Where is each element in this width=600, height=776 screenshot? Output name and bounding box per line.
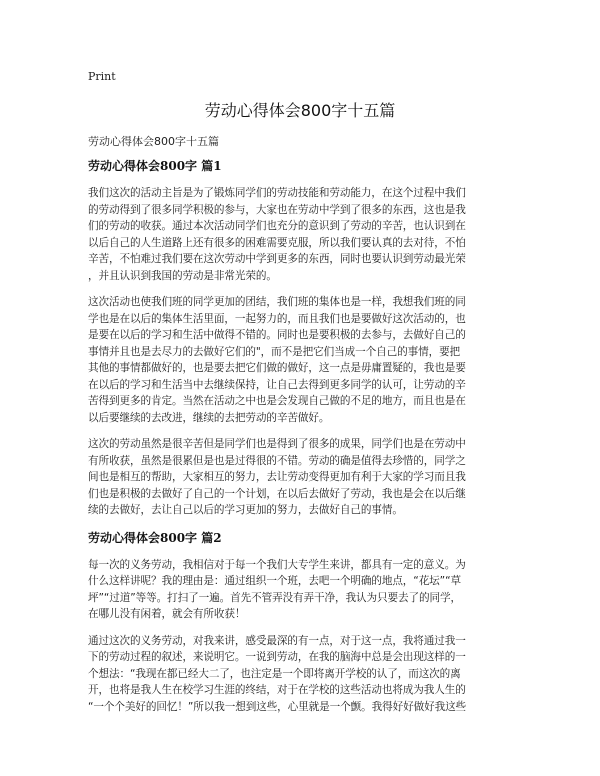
- section-heading: 劳动心得体会800字 篇2: [88, 530, 222, 545]
- paragraph-line: 以后自己的人生道路上还有很多的困难需要克服，所以我们要认真的去对待，不怕: [88, 236, 466, 249]
- paragraph: [88, 557, 516, 623]
- paragraph-line: 在哪儿没有闲着，就会有所收获！: [88, 608, 246, 620]
- paragraph-line: 我们这次的活动主旨是为了锻炼同学们的劳动技能和劳动能力，在这个过程中我们: [88, 187, 466, 199]
- paragraph-line: 辛苦，不怕难过我们要在这次劳动中学到更多的东西，同时也要认识到劳动最光荣: [88, 253, 466, 265]
- paragraph-line: 事情并且也是去尽力的去做好它们的"，而不是把它们当成一个自己的事情，要把: [88, 345, 461, 358]
- paragraph-line: 坪”“过道”等等。打扫了一遍。首先不管弄没有弄干净，我认为只要去了的同学，: [88, 591, 461, 604]
- paragraph-line: 个想法：“我现在都已经大二了，也注定是一个即将离开学校的认了，而这次的离: [88, 667, 461, 680]
- paragraph-line: 这次活动也使我们班的同学更加的团结，我们班的集体也是一样，我想我们班的同: [88, 296, 466, 308]
- paragraph-line: 什么这样讲呢？我的理由是：通过组织一个班，去吧一个明确的地点，“花坛”“草: [88, 575, 461, 587]
- paragraph-line: 开，也将是我人生在校学习生涯的终结，对于在学校的这些活动也将成为我人生的: [88, 684, 466, 696]
- paragraph: [88, 633, 516, 716]
- paragraph-line: 苦得到更多的肯定。当然在活动之中也是会发现自己做的不足的地方，而且也是在: [88, 395, 466, 407]
- paragraph-line: 续的去做好，去让自己以后的学习更加的努力，去做好自己的事情。: [88, 504, 403, 516]
- paragraph-line: “一个个美好的回忆！”所以我一想到这些，心里就是一个颤。我得好好做好我这些: [88, 700, 467, 713]
- paragraph-line: 每一次的义务劳动，我相信对于每一个我们大专学生来讲，都具有一定的意义。为: [88, 558, 466, 571]
- page-title: 劳动心得体会800字十五篇: [204, 101, 396, 120]
- page-subtitle: 劳动心得体会800字十五篇: [88, 135, 219, 148]
- paragraph-line: 的劳动得到了很多同学积极的参与，大家也在劳动中学到了很多的东西，这也是我: [88, 203, 466, 216]
- paragraph: [88, 294, 516, 426]
- paragraph-line: 以后要继续的去改进，继续的去把劳动的辛苦做好。: [88, 411, 330, 424]
- paragraph-line: ，并且认识到我国的劳动是非常光荣的。: [88, 269, 277, 282]
- paragraph-line: 在以后的学习和生活当中去继续保持，让自己去得到更多同学的认可，让劳动的辛: [88, 378, 466, 391]
- paragraph-line: 们也是积极的去做好了自己的一个计划，在以后去做好了劳动，我也是会在以后继: [88, 487, 466, 500]
- paragraph-line: 其他的事情都做好的，也是要去把它们做的做好，这一点是毋庸置疑的，我也是要: [88, 362, 466, 374]
- article-body: [88, 157, 516, 725]
- section-heading: 劳动心得体会800字 篇1: [88, 159, 222, 173]
- paragraph: [88, 185, 516, 284]
- paragraph-line: 有所收获，虽然是很累但是也是过得很的不错。劳动的确是值得去珍惜的，同学之: [88, 454, 466, 467]
- print-label: Print: [88, 70, 116, 83]
- paragraph-line: 下的劳动过程的叙述，来说明它。一说到劳动，在我的脑海中总是会出现这样的一: [88, 651, 466, 663]
- paragraph-line: 这次的劳动虽然是很辛苦但是同学们也是得到了很多的成果，同学们也是在劳动中: [88, 438, 466, 450]
- paragraph-line: 学也是在以后的集体生活里面，一起努力的，而且我们也是要做好这次活动的，也: [88, 312, 466, 325]
- paragraph-line: 通过这次的义务劳动，对我来讲，感受最深的有一点，对于这一点，我将通过我一: [88, 634, 466, 647]
- paragraph: [88, 436, 516, 519]
- paragraph-line: 们的劳动的收获。通过本次活动同学们也充分的意识到了劳动的辛苦，也认识到在: [88, 220, 466, 232]
- paragraph-line: 间也是相互的帮助，大家相互的努力，去让劳动变得更加有利于大家的学习而且我: [88, 471, 466, 483]
- paragraph-line: 是要在以后的学习和生活中做得不错的。同时也是要积极的去参与，去做好自己的: [88, 329, 466, 341]
